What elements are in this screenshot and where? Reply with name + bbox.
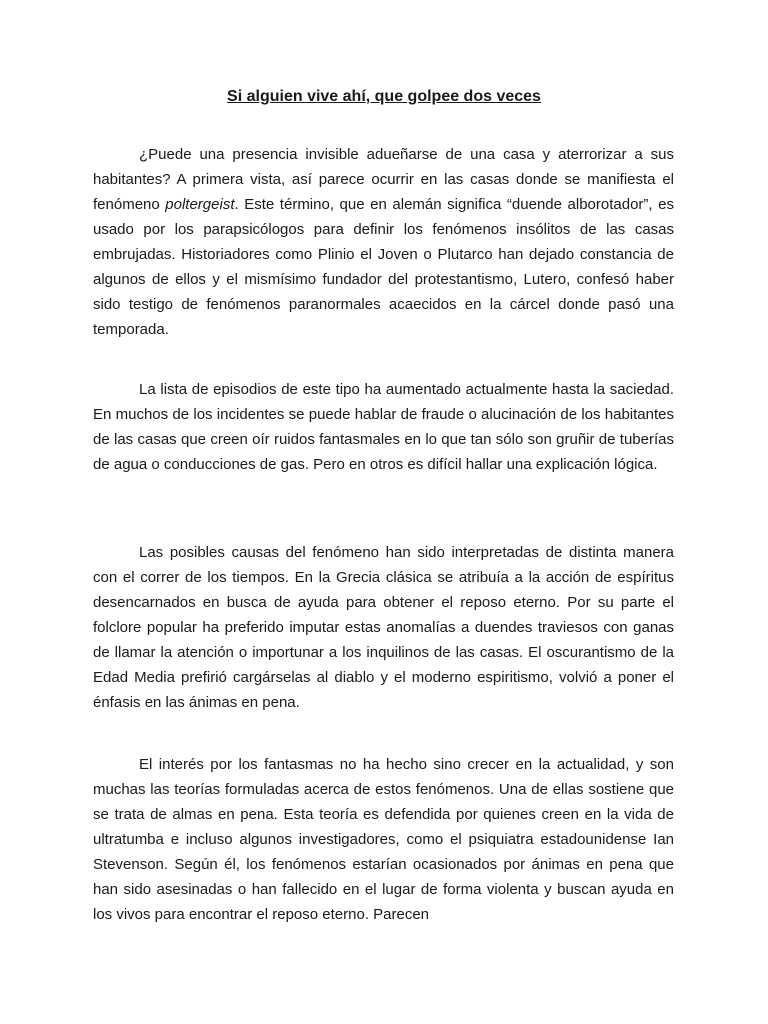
paragraph-1-italic-term: poltergeist (165, 196, 235, 213)
paragraph-1-text-end: . Este término, que en alemán significa “duende alborotador”, es usado por los parapsicólogos para definir los fenómenos insólitos de las casas embrujadas. Historiadores como Plinio el Joven o Plutarco han dejado constancia de algunos de ellos y el mismísimo fundador del protestantismo, Lutero, confesó haber sido testigo de fenómenos paranormales acaecidos en la cárcel donde pasó una temporada. (93, 196, 674, 338)
paragraph-4: El interés por los fantasmas no ha hecho sino crecer en la actualidad, y son muchas las teorías formuladas acerca de estos fenómenos. Una de ellas sostiene que se trata de almas en pena. Esta teoría es defendida por quienes creen en la vida de ultratumba e incluso algunos investigadores, como el psiquiatra estadounidense Ian Stevenson. Según él, los fenómenos estarían ocasionados por ánimas en pena que han sido asesinadas o han fallecido en el lugar de forma violenta y buscan ayuda en los vivos para encontrar el reposo eterno. Parecen (93, 756, 674, 923)
paragraph-1-text-start: ¿Puede una presencia invisible adueñarse de una casa y aterrorizar a sus habitantes? A primera vista, así parece ocurrir en las casas donde se manifiesta el fenómeno (93, 146, 674, 213)
document-title: Si alguien vive ahí, que golpee dos veces (227, 88, 541, 105)
paragraph-1 (93, 142, 674, 342)
paragraph-2: La lista de episodios de este tipo ha aumentado actualmente hasta la saciedad. En muchos de los incidentes se puede hablar de fraude o alucinación de los habitantes de las casas que creen oír ruidos fantasmales en lo que tan sólo son gruñir de tuberías de agua o conducciones de gas. Pero en otros es difícil hallar una explicación lógica. (93, 381, 674, 473)
paragraph-3: Las posibles causas del fenómeno han sido interpretadas de distinta manera con el correr de los tiempos. En la Grecia clásica se atribuía a la acción de espíritus desencarnados en busca de ayuda para obtener el reposo eterno. Por su parte el folclore popular ha preferido imputar estas anomalías a duendes traviesos con ganas de llamar la atención o importunar a los inquilinos de las casas. El oscurantismo de la Edad Media prefirió cargárselas al diablo y el moderno espiritismo, volvió a poner el énfasis en las ánimas en pena. (93, 544, 674, 711)
